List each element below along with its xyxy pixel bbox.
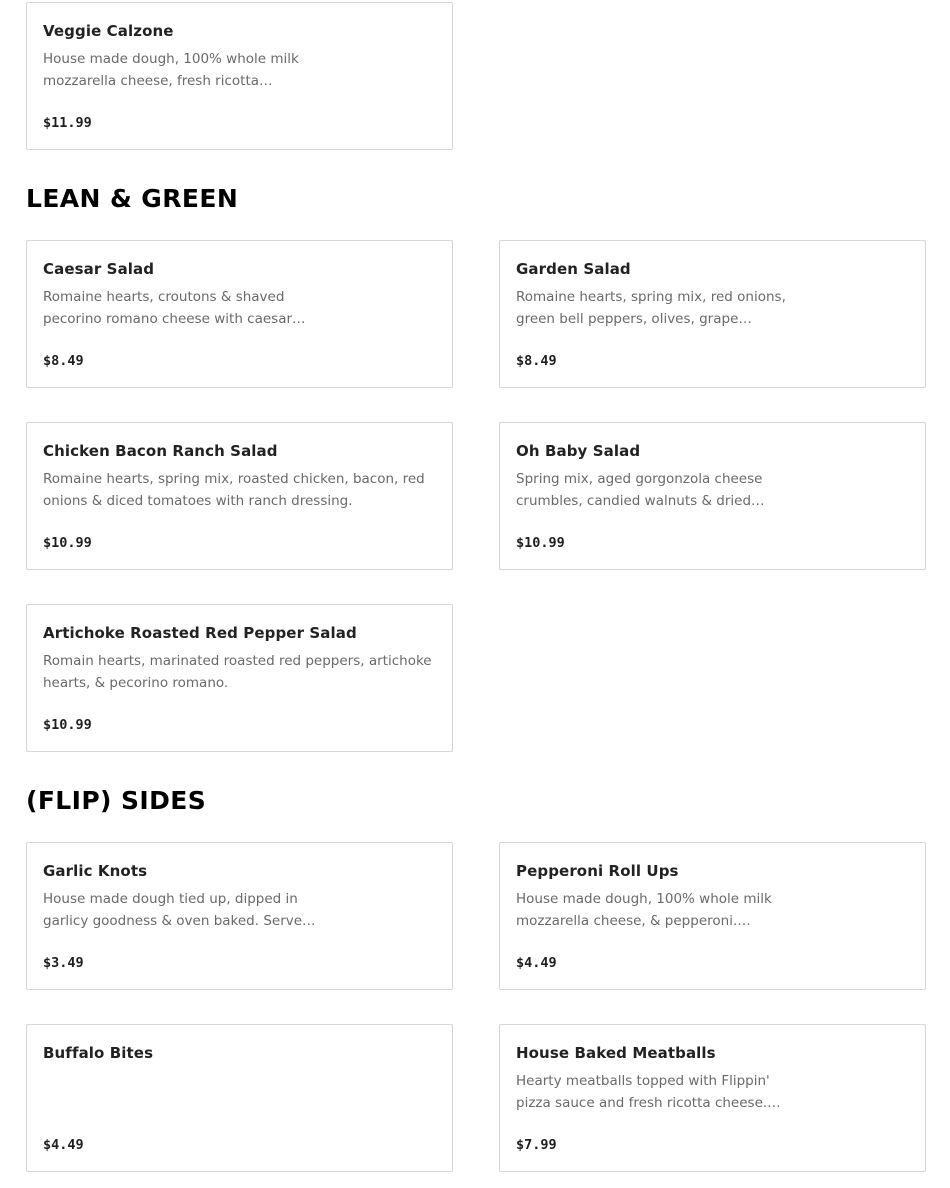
menu-item-card[interactable] — [26, 422, 453, 570]
menu-item-description: House made dough, 100% whole milk mozzarella cheese, fresh ricotta… — [43, 51, 299, 89]
menu-item-card[interactable] — [26, 1024, 453, 1172]
menu-item-name: Pepperoni Roll Ups — [516, 862, 679, 880]
menu-item-name: Veggie Calzone — [43, 22, 174, 40]
menu-item-description: Romaine hearts, spring mix, red onions, green bell peppers, olives, grape… — [516, 289, 786, 327]
menu-item-description: Romaine hearts, spring mix, roasted chicken, bacon, red onions & diced tomatoes with ranch dressing. — [43, 471, 425, 509]
menu-item-description: Romain hearts, marinated roasted red peppers, artichoke hearts, & pecorino romano. — [43, 653, 432, 691]
menu-item-price: $4.49 — [516, 955, 557, 971]
menu-item-name: Artichoke Roasted Red Pepper Salad — [43, 624, 357, 642]
menu-item-price: $10.99 — [516, 535, 565, 551]
section-title-flip-sides: (FLIP) SIDES — [26, 786, 207, 815]
menu-item-price: $7.99 — [516, 1137, 557, 1153]
menu-item-card[interactable] — [26, 2, 453, 150]
menu-item-price: $11.99 — [43, 115, 92, 131]
menu-item-description: Hearty meatballs topped with Flippin' pizza sauce and fresh ricotta cheese.… — [516, 1073, 781, 1111]
menu-item-price: $10.99 — [43, 535, 92, 551]
menu-item-price: $8.49 — [43, 353, 84, 369]
menu-item-card[interactable] — [499, 842, 926, 990]
menu-item-name: Caesar Salad — [43, 260, 155, 278]
menu-item-description: Spring mix, aged gorgonzola cheese crumbles, candied walnuts & dried… — [516, 471, 765, 509]
menu-item-price: $8.49 — [516, 353, 557, 369]
menu-item-name: House Baked Meatballs — [516, 1044, 716, 1062]
menu-item-price: $10.99 — [43, 717, 92, 733]
menu-item-price: $4.49 — [43, 1137, 84, 1153]
menu-item-card[interactable] — [499, 1024, 926, 1172]
menu-item-price: $3.49 — [43, 955, 84, 971]
menu-item-description: Romaine hearts, croutons & shaved pecorino romano cheese with caesar… — [43, 289, 306, 327]
menu-item-name: Oh Baby Salad — [516, 442, 641, 460]
menu-item-name: Chicken Bacon Ranch Salad — [43, 442, 278, 460]
menu-item-name: Garlic Knots — [43, 862, 148, 880]
menu-item-name: Buffalo Bites — [43, 1044, 154, 1062]
menu-item-name: Garden Salad — [516, 260, 631, 278]
menu-item-card[interactable] — [499, 240, 926, 388]
section-title-lean-green: LEAN & GREEN — [26, 184, 239, 213]
menu-item-card[interactable] — [499, 422, 926, 570]
menu-item-card[interactable] — [26, 240, 453, 388]
menu-item-card[interactable] — [26, 604, 453, 752]
menu-item-description: House made dough, 100% whole milk mozzarella cheese, & pepperoni.… — [516, 891, 772, 929]
menu-item-card[interactable] — [26, 842, 453, 990]
menu-item-description: House made dough tied up, dipped in garlicy goodness & oven baked. Serve… — [43, 891, 316, 929]
